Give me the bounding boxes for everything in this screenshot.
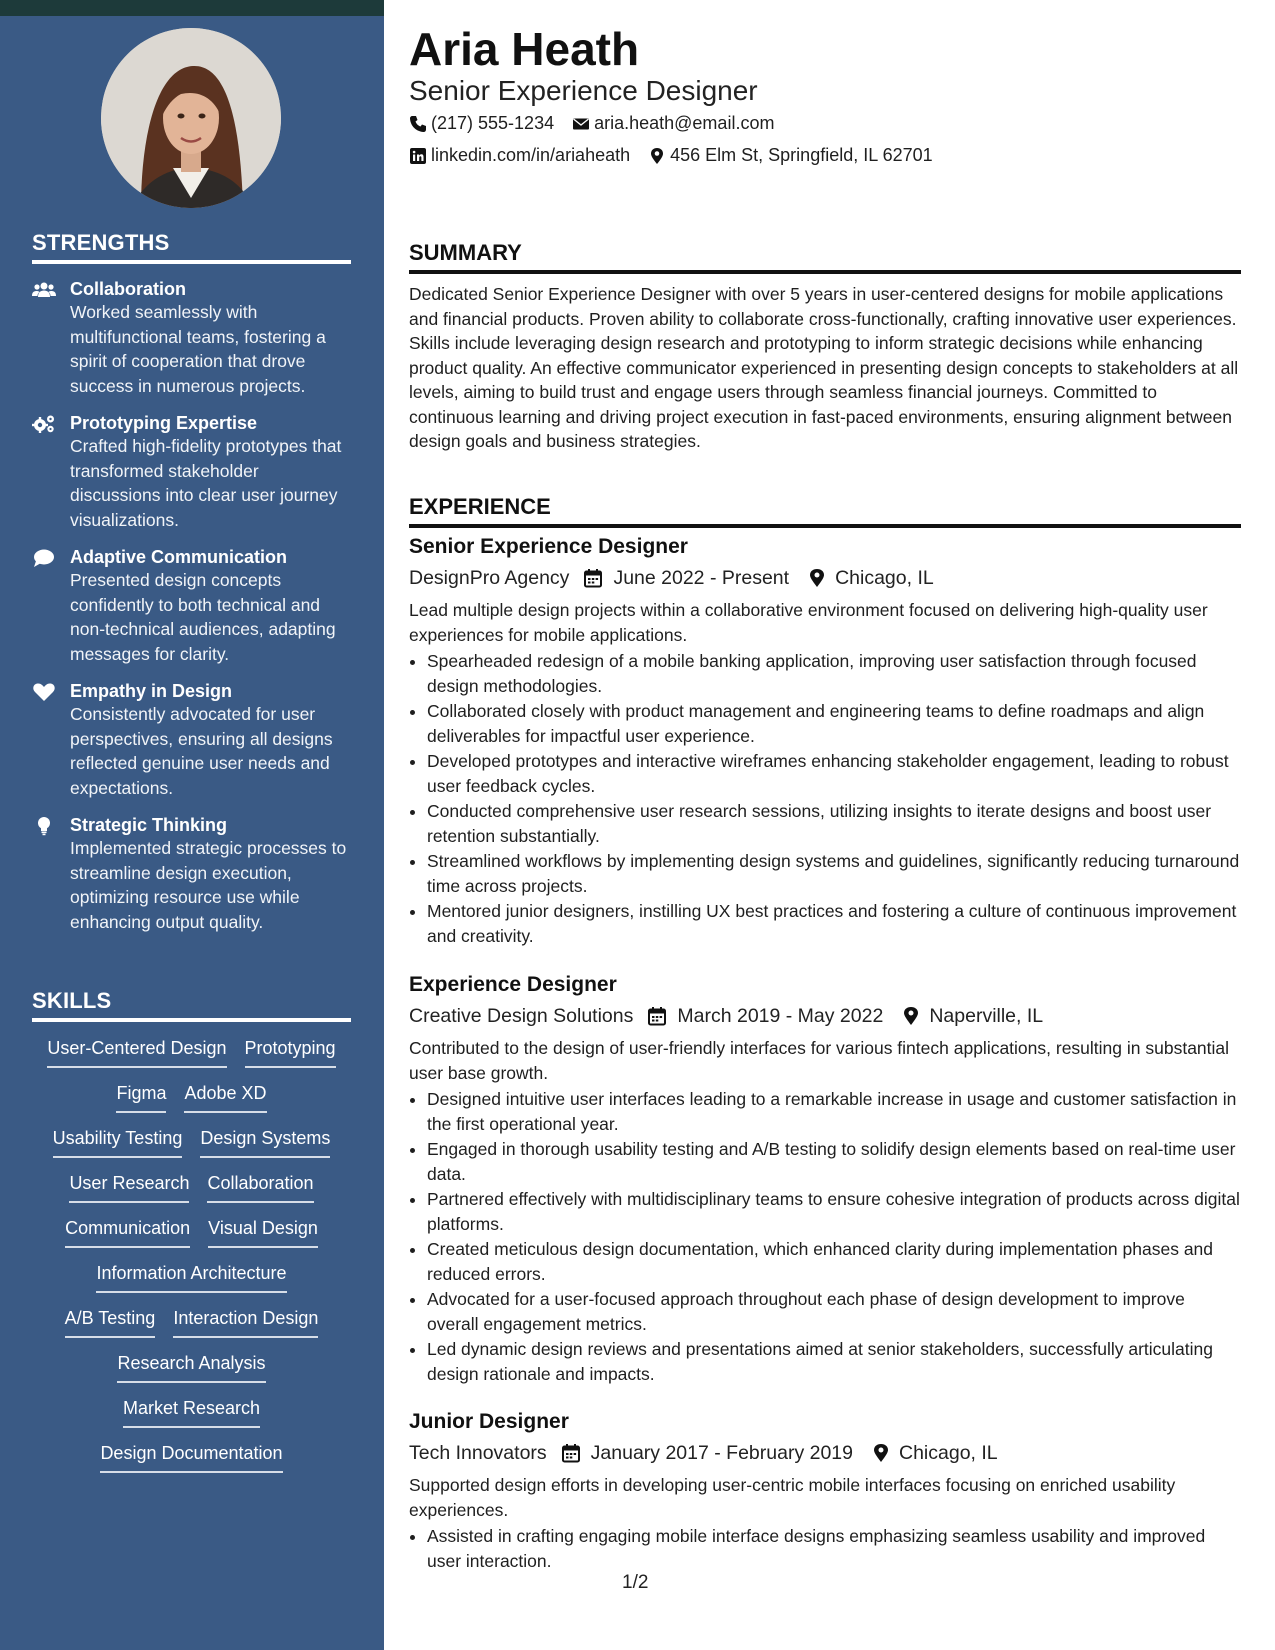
- job-bullet: • Spearheaded redesign of a mobile banking application, improving user satisfaction through focused design methodologies.: [427, 649, 1241, 698]
- job-bullet: • Collaborated closely with product management and engineering teams to define roadmaps and align deliverables for impactful user experience.: [427, 699, 1241, 748]
- job-description: Lead multiple design projects within a collaborative environment focused on delivering high-quality user experiences for mobile applications.: [409, 600, 1208, 645]
- strength-title: Prototyping Expertise: [70, 413, 258, 433]
- skill-tag: Information Architecture: [96, 1261, 286, 1293]
- map-pin-icon: [903, 1006, 919, 1026]
- skill-tag: User-Centered Design: [47, 1036, 226, 1068]
- experience-heading: EXPERIENCE: [409, 494, 1241, 528]
- envelope-icon: [572, 115, 590, 133]
- job-dates: June 2022 - Present: [613, 567, 790, 589]
- phone-number: (217) 555-1234: [431, 113, 555, 133]
- job-description: Supported design efforts in developing user-centric mobile interfaces focusing on enriched usability experiences.: [409, 1475, 1176, 1520]
- strength-item: [32, 412, 351, 532]
- job-bullet: • Partnered effectively with multidisciplinary teams to ensure cohesive integration of products across digital platforms.: [427, 1187, 1241, 1236]
- job-bullet: • Assisted in crafting engaging mobile interface designs emphasizing seamless usability and improved user interaction.: [427, 1524, 1241, 1573]
- strength-item: [32, 814, 351, 934]
- company-name: Tech Innovators: [409, 1442, 547, 1464]
- skill-tag: Market Research: [123, 1396, 260, 1428]
- chat-bubble-icon: [32, 548, 56, 568]
- calendar-icon: [583, 568, 603, 588]
- company-name: DesignPro Agency: [409, 567, 570, 589]
- skill-tag: Usability Testing: [53, 1126, 183, 1158]
- skill-tag: Design Documentation: [100, 1441, 282, 1473]
- phone-icon: [409, 115, 427, 133]
- contact-row-2: [409, 145, 933, 166]
- map-pin-icon: [648, 147, 666, 165]
- contact-row-1: [409, 113, 774, 134]
- strength-desc: Implemented strategic processes to streamline design execution, optimizing resource use while enhancing output quality.: [70, 838, 347, 932]
- job-entry: [409, 1408, 1241, 1574]
- strength-title: Adaptive Communication: [70, 547, 288, 567]
- lightbulb-icon: [32, 816, 56, 836]
- cogs-icon: [32, 414, 56, 434]
- job-location: Naperville, IL: [929, 1005, 1044, 1027]
- job-bullet: • Mentored junior designers, instilling UX best practices and fostering a culture of continuous improvement and creativity.: [427, 899, 1241, 948]
- address-text: 456 Elm St, Springfield, IL 62701: [670, 145, 933, 165]
- job-bullets: [409, 649, 1241, 948]
- company-name: Creative Design Solutions: [409, 1005, 634, 1027]
- linkedin-icon: [409, 147, 427, 165]
- skill-tag: Prototyping: [245, 1036, 336, 1068]
- map-pin-icon: [809, 568, 825, 588]
- strength-desc: Presented design concepts confidently to both technical and non-technical audiences, adapting messages for clarity.: [70, 570, 336, 664]
- job-bullets: [409, 1087, 1241, 1386]
- linkedin-contact[interactable]: [409, 145, 630, 166]
- strength-item: [32, 546, 351, 666]
- map-pin-icon: [873, 1443, 889, 1463]
- address-contact: [648, 145, 933, 166]
- job-location: Chicago, IL: [899, 1442, 998, 1464]
- strength-title: Empathy in Design: [70, 681, 233, 701]
- job-description: Contributed to the design of user-friendly interfaces for various fintech applications, resulting in substantial user base growth.: [409, 1038, 1230, 1083]
- job-meta: [409, 564, 1241, 592]
- strength-desc: Consistently advocated for user perspectives, ensuring all designs reflected genuine user needs and expectations.: [70, 704, 333, 798]
- email-address[interactable]: aria.heath@email.com: [594, 113, 775, 133]
- skill-tag: Interaction Design: [173, 1306, 318, 1338]
- strengths-heading: STRENGTHS: [32, 230, 351, 264]
- profile-photo: [101, 28, 281, 208]
- email-contact[interactable]: [572, 113, 774, 134]
- job-bullets: [409, 1524, 1241, 1573]
- skill-tag: Communication: [65, 1216, 190, 1248]
- strength-item: [32, 278, 351, 398]
- job-bullet: • Created meticulous design documentation, which enhanced clarity during implementation phases and reduced errors.: [427, 1237, 1241, 1286]
- skill-tag: Collaboration: [207, 1171, 313, 1203]
- job-meta: [409, 1439, 1241, 1467]
- job-meta: [409, 1002, 1241, 1030]
- person-title: Senior Experience Designer: [409, 75, 758, 106]
- job-bullet: • Streamlined workflows by implementing design systems and guidelines, significantly reducing turnaround time across projects.: [427, 849, 1241, 898]
- strength-desc: Worked seamlessly with multifunctional teams, fostering a spirit of cooperation that drove success in numerous projects.: [70, 302, 326, 396]
- skills-section: [32, 988, 351, 1486]
- page-indicator: 1/2: [622, 1572, 649, 1593]
- skill-tag: Design Systems: [200, 1126, 330, 1158]
- skill-tag: A/B Testing: [65, 1306, 156, 1338]
- job-bullet: • Engaged in thorough usability testing and A/B testing to solidify design elements based on real-time user data.: [427, 1137, 1241, 1186]
- sidebar: [0, 0, 384, 1650]
- job-dates: March 2019 - May 2022: [677, 1005, 884, 1027]
- job-title: Senior Experience Designer: [409, 535, 688, 558]
- job-bullet: • Developed prototypes and interactive wireframes enhancing stakeholder engagement, leading to robust user feedback cycles.: [427, 749, 1241, 798]
- users-icon: [32, 280, 56, 300]
- strength-item: [32, 680, 351, 800]
- heart-icon: [32, 682, 56, 702]
- strengths-section: [32, 230, 351, 934]
- summary-heading: SUMMARY: [409, 240, 1241, 274]
- job-bullet: • Led dynamic design reviews and presentations aimed at senior stakeholders, successfully articulating design rationale and impacts.: [427, 1337, 1241, 1386]
- job-dates: January 2017 - February 2019: [590, 1442, 853, 1464]
- job-location: Chicago, IL: [835, 567, 934, 589]
- skills-list: [32, 1036, 351, 1486]
- skill-tag: Figma: [116, 1081, 166, 1113]
- calendar-icon: [561, 1443, 581, 1463]
- skill-tag: Adobe XD: [184, 1081, 266, 1113]
- job-bullet: • Conducted comprehensive user research sessions, utilizing insights to iterate designs and boost user retention substantially.: [427, 799, 1241, 848]
- linkedin-url[interactable]: linkedin.com/in/ariaheath: [431, 145, 631, 165]
- job-title: Experience Designer: [409, 973, 617, 996]
- skill-tag: User Research: [69, 1171, 189, 1203]
- job-title: Junior Designer: [409, 1410, 569, 1433]
- strength-title: Strategic Thinking: [70, 815, 228, 835]
- person-name: Aria Heath: [409, 23, 640, 75]
- sidebar-top-bar: [0, 0, 384, 16]
- job-bullet: • Advocated for a user-focused approach throughout each phase of design development to improve overall engagement metrics.: [427, 1287, 1241, 1336]
- summary-text: Dedicated Senior Experience Designer with over 5 years in user-centered designs for mobile applications and financial products. Proven ability to collaborate cross-functionally, crafting innovative user experiences. Skills include leveraging design research and prototyping to inform strategic decisions while enhancing product quality. An effective communicator experienced in presenting design concepts to stakeholders at all levels, aiming to build trust and engage users through seamless financial journeys. Committed to continuous learning and driving project execution in fast-paced environments, ensuring alignment between design goals and business strategies.: [409, 284, 1239, 451]
- strength-desc: Crafted high-fidelity prototypes that transformed stakeholder discussions into clear user journey visualizations.: [70, 436, 342, 530]
- job-entry: [409, 971, 1241, 1387]
- skill-tag: Visual Design: [208, 1216, 318, 1248]
- skills-heading: SKILLS: [32, 988, 351, 1022]
- job-entry: [409, 533, 1241, 949]
- job-bullet: • Designed intuitive user interfaces leading to a remarkable increase in usage and customer satisfaction in the first operational year.: [427, 1087, 1241, 1136]
- strength-title: Collaboration: [70, 279, 186, 299]
- skill-tag: Research Analysis: [117, 1351, 265, 1383]
- calendar-icon: [647, 1006, 667, 1026]
- phone-contact: [409, 113, 554, 134]
